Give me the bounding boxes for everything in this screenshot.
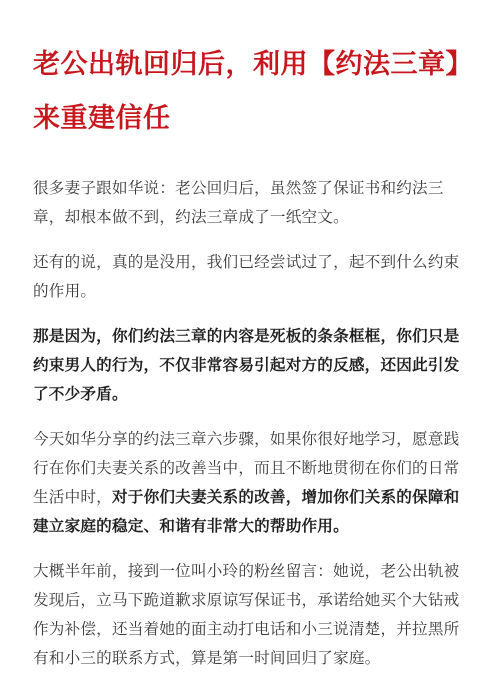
article-body <box>33 174 468 673</box>
paragraph-complaint: 还有的说，真的是没用，我们已经尝试过了，起不到什么约束的作用。 <box>33 253 460 300</box>
paragraph-story: 大概半年前，接到一位叫小玲的粉丝留言：她说，老公出轨被发现后，立马下跪道歉求原谅写保证书，承诺给她买个大钻戒作为补偿，还当着她的面主动打电话和小三说清楚，并拉黑所有和小三的联系方式，算是第一时间回归了家庭。 <box>33 562 460 667</box>
article-title: 老公出轨回归后，利用【约法三章】来重建信任 <box>33 49 460 134</box>
paragraph-intro: 很多妻子跟如华说：老公回归后，虽然签了保证书和约法三章，却根本做不到，约法三章成了一纸空文。 <box>33 179 444 226</box>
paragraph-reason: 那是因为，你们约法三章的内容是死板的条条框框，你们只是约束男人的行为，不仅非常容易引起对方的反感，还因此引发了不少矛盾。 <box>33 327 460 403</box>
paragraph-method <box>33 425 468 541</box>
paragraph-method-highlight: 对于你们夫妻关系的改善，增加你们关系的保障和建立家庭的稳定、和谐有非常大的帮助作用。 <box>33 488 460 535</box>
paragraph-method-text: 今天如华分享的约法三章六步骤，如果你很好地学习，愿意践行在你们夫妻关系的改善当中，而且不断地贯彻在你们的日常生活中时， <box>33 430 460 506</box>
